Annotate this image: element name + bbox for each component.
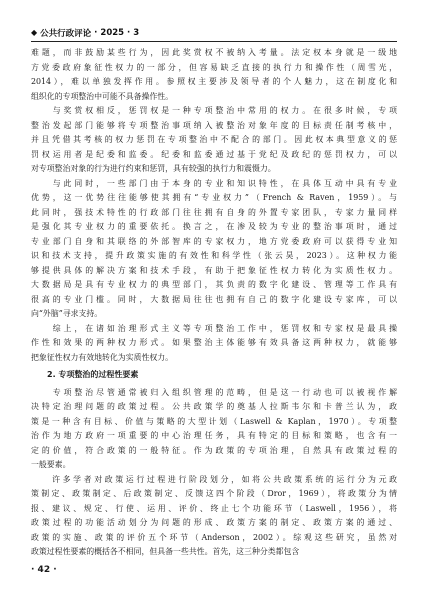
header-separator: ·: [94, 28, 98, 38]
text-line: 与此同时，一些部门由于本身的专业和知识特性，在具体互动中具有专业: [31, 178, 397, 188]
text-line: 报、建议、规定、行使、运用、评价、终止七个功能环节（Laswell，1956），将: [31, 503, 397, 513]
text-line: 此同时，强技术特性的行政部门往往拥有自身的外置专家团队，专家力量同样: [31, 207, 397, 217]
text-line: 是强化其专业权力的重要依托。换言之，在渗及较为专业的整治事项时，通过: [31, 222, 397, 231]
text-line: 2014），难以单独发挥作用。参照权主要涉及领导者的个人魅力，这在制度化和: [31, 77, 397, 86]
text-line: 很高的专业门槛。同时，大数据局往往也拥有自己的数字化建设专家库，可以: [31, 294, 397, 304]
paragraph: [31, 177, 397, 322]
text-line: 大数据局是具有专业权力的典型部门，其负责的数字化建设、管理等工作具有: [31, 280, 397, 289]
text-line: 专业部门自身和其联络的外部智库的专家权力，地方党委政府可以获得专业知: [31, 236, 397, 246]
paragraph: [31, 322, 397, 366]
text-line: 罚权运用者是纪委和监委。纪委和监委通过基于党纪及政纪的惩罚权力，可以: [31, 149, 397, 159]
text-line: 够提供具体的解决方案和技术手段，有助于把象征性权力转化为实质性权力。: [31, 265, 397, 275]
text-line: 作性和效果的两种权力形式。如果整治主体能够有效具备这两种权力，就能够: [31, 338, 397, 347]
journal-title: 公共行政评论: [40, 29, 92, 39]
issue-number: 2025 · 3: [100, 28, 140, 38]
text-line: 定的价值，符合政策的一般特征。作为政策的专项治理，自然具有政策过程的: [31, 445, 397, 455]
paragraph: [31, 46, 397, 104]
text-line: 决特定治理问题的政策过程。公共政策学的奠基人拉斯韦尔和卡普兰认为，政: [31, 402, 397, 411]
text-line: 策制定、政策制定、后政策制定、反馈这四个阶段（Dror，1969），将政策分为情: [31, 489, 397, 498]
text-line: 把象征性权力有效地转化为实质性权力。: [31, 352, 174, 362]
section-title: 专项整治的过程性要素: [58, 370, 139, 379]
text-line: 政策过程性要素的概括各不相同，但具备一些共性。首先，这三种分类都包含: [31, 547, 300, 556]
text-line: 策是一种含有目标、价值与策略的大型计划（Laswell & Kaplan，1970）。专项整: [31, 416, 397, 426]
text-line: 治作为地方政府一项重要的中心治理任务，具有特定的目标和策略，也含有一: [31, 431, 397, 440]
text-line: 专项整治尽管通常被归入组织管理的范畴，但是这一行动也可以被视作解: [31, 387, 397, 397]
text-line: 一般要素。: [31, 460, 71, 469]
text-line: 整治发起部门能够将专项整治事项纳入被整治对象年度的目标责任制考核中，: [31, 120, 397, 130]
paragraph: [31, 473, 397, 560]
section-heading: [31, 368, 397, 383]
header-rule: [31, 41, 397, 42]
text-line: 许多学者对政策运行过程进行阶段划分，如将公共政策系统的运行分为元政: [31, 474, 397, 484]
text-line: 组织化的专项整治中可能不具备操作性。: [31, 91, 174, 101]
text-line: 综上，在诸如治理形式主义等专项整治工作中，惩罚权和专家权是最具操: [31, 323, 397, 333]
paragraph: [31, 104, 397, 177]
page-number: · 42 ·: [31, 565, 57, 575]
text-line: 并且凭借其考核的权力惩罚在专项整治中不配合的部门。因此权本典型意义的惩: [31, 135, 397, 144]
text-line: 难题，而非鼓励某些行为，因此奖赏权不被纳入考量。法定权本身就是一级地: [31, 48, 397, 57]
text-line: 对专项整治对象的行为进行约束和惩罚，具有较强的执行力和震慑力。: [31, 164, 276, 173]
text-line: 识和技术支持，提升政策实施的有效性和科学性（张云昊，2023）。这种权力能: [31, 251, 397, 260]
section-number: 2.: [47, 370, 56, 379]
article-body: [31, 46, 397, 560]
paragraphs-before-section: [31, 46, 397, 365]
text-line: 优势，这一优势往往能够使其拥有“专业权力”（French & Raven，1959）。与: [31, 193, 397, 202]
text-line: 政策过程的功能活动划分为问题的形成、政策方案的制定、政策方案的通过、: [31, 518, 397, 527]
text-line: 与奖赏权相反，惩罚权是一种专项整治中常用的权力。在很多时候，专项: [31, 106, 397, 115]
diamond-icon: ◆: [31, 28, 38, 37]
paragraph: [31, 386, 397, 473]
text-line: 方党委政府象征性权力的一部分，但容易缺乏直接的执行力和操作性（周雪光，: [31, 62, 397, 72]
text-line: 政策的实施、政策的评价五个环节（Anderson，2002）。综观这些研究，虽然对: [31, 532, 397, 542]
running-header: [31, 27, 397, 39]
paragraphs-after-section: [31, 386, 397, 560]
text-line: 向“外脑”寻求支持。: [31, 309, 103, 318]
